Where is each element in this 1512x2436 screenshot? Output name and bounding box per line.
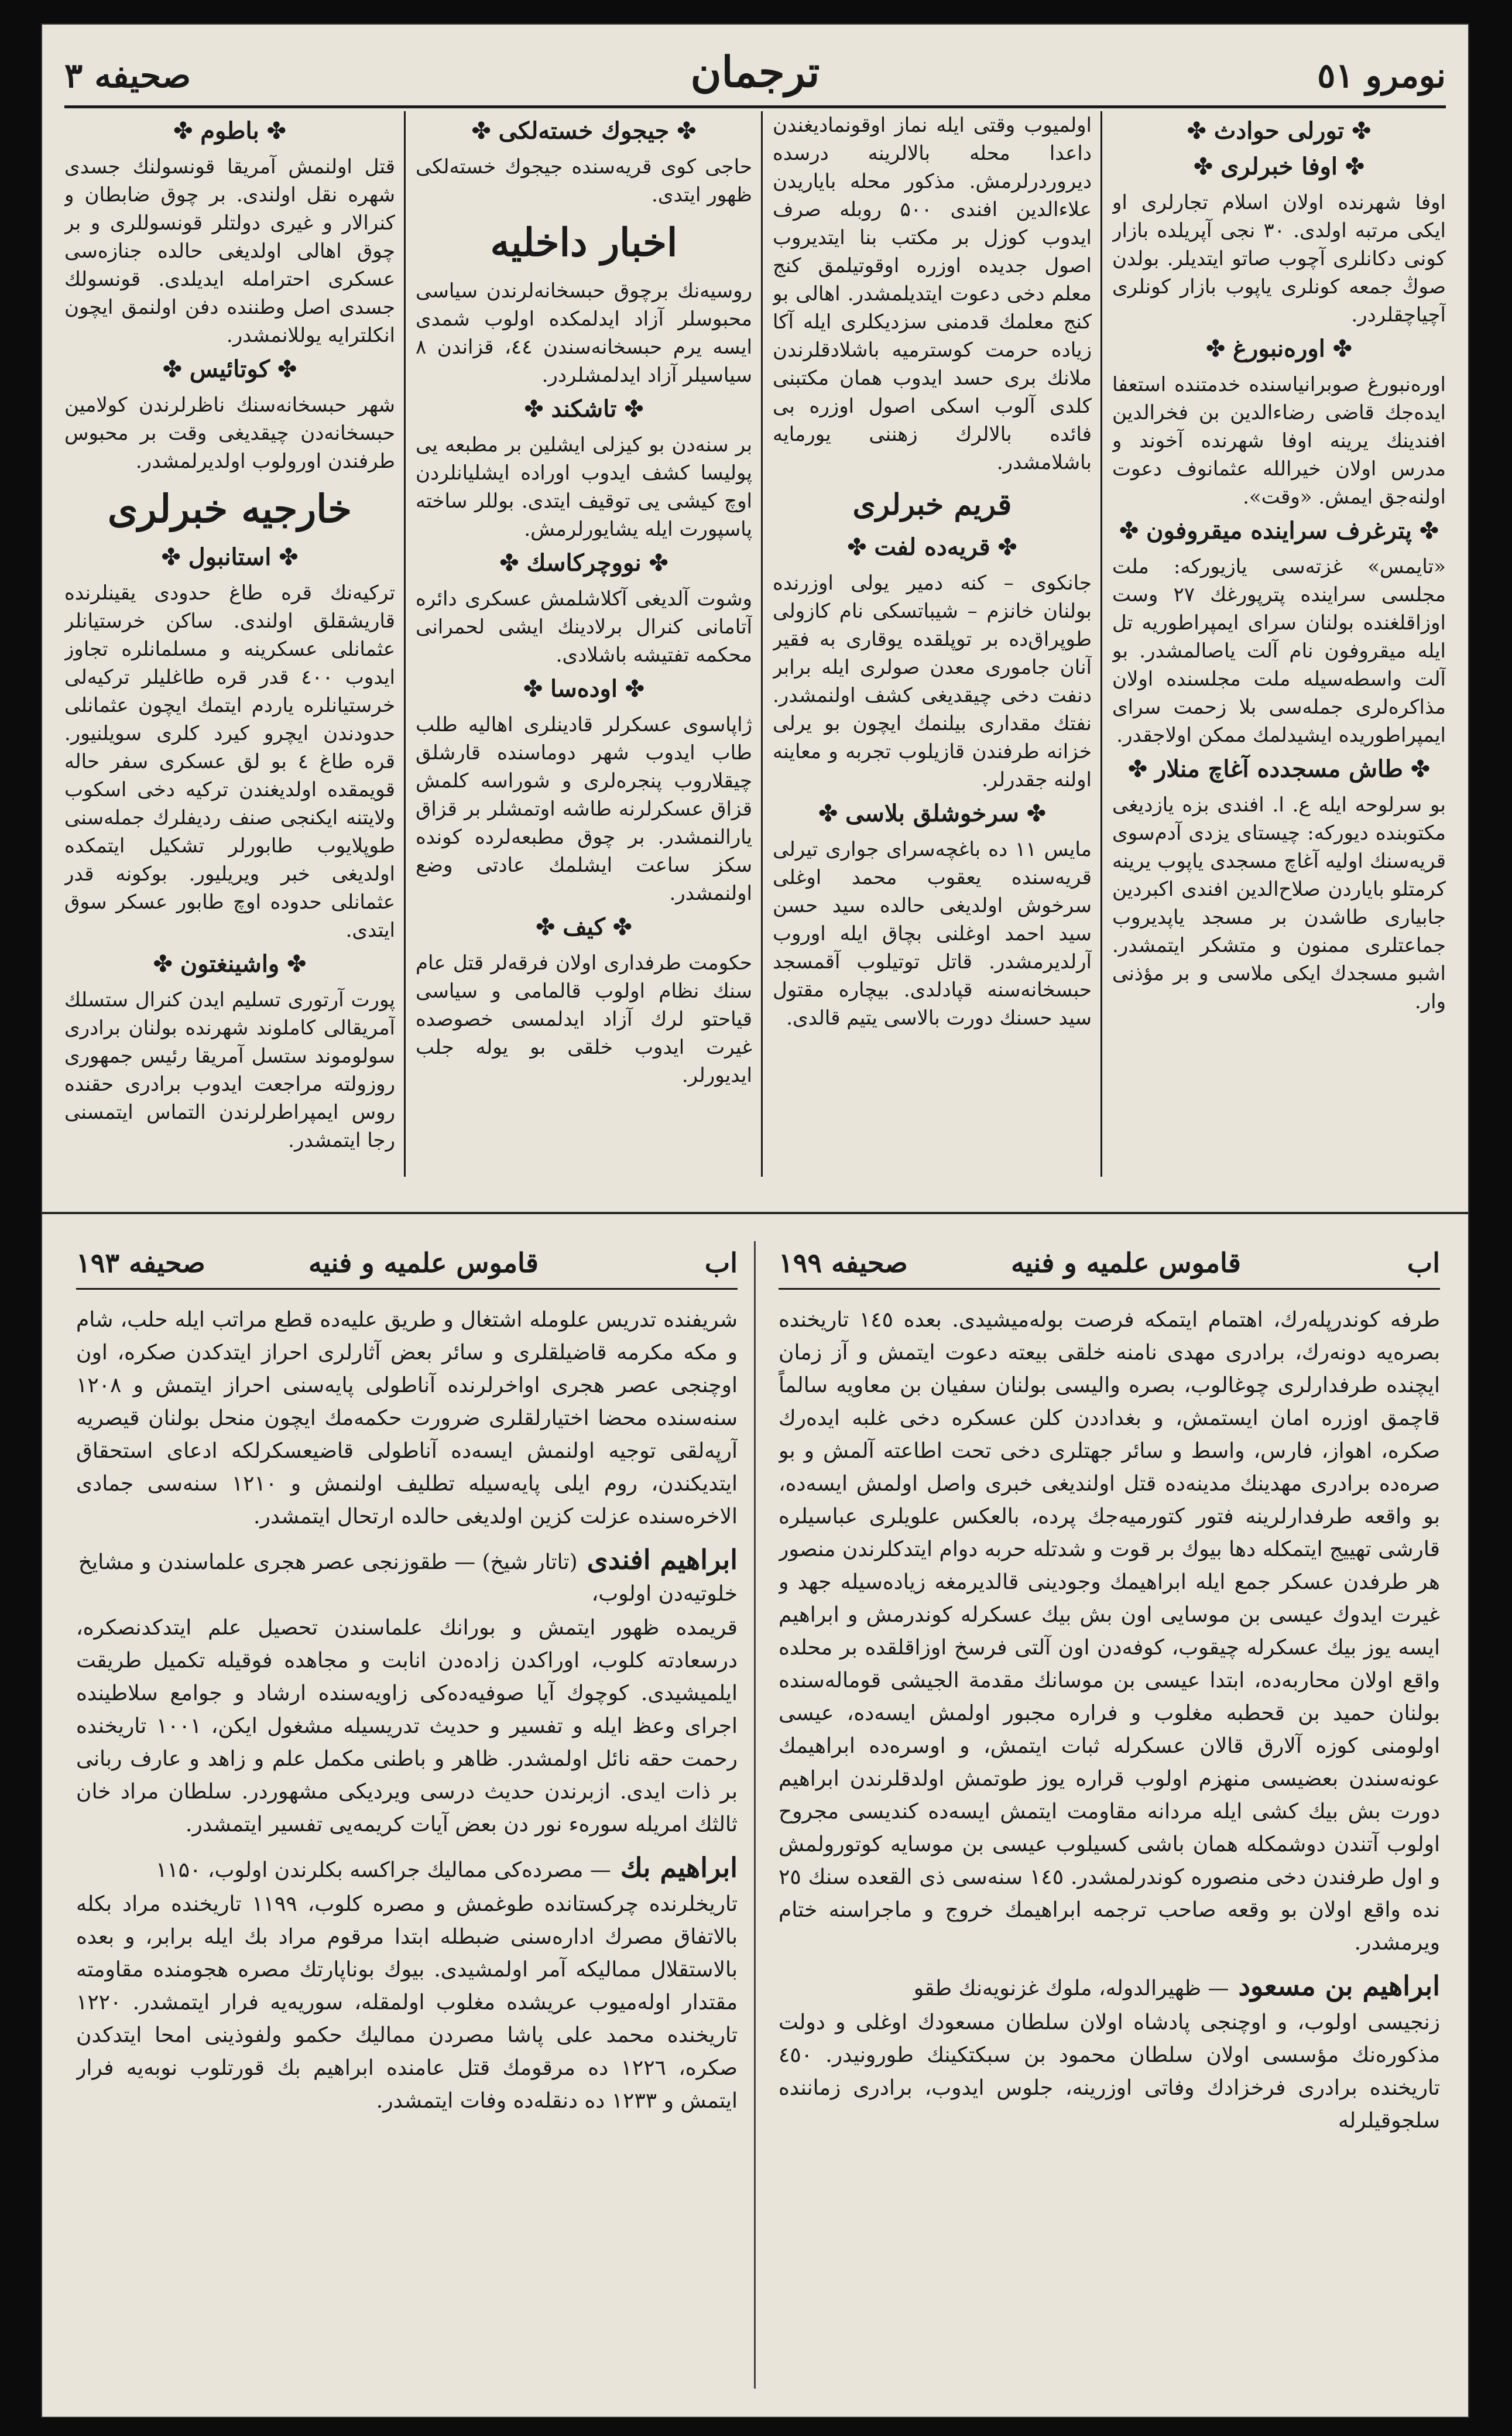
dictionary-page-number: صحیفه ۱۹۹ bbox=[779, 1247, 908, 1279]
section-title: ✤ واشینغتون ✤ bbox=[64, 950, 395, 978]
section-title: ✤ پترغرف سراینده میقروفون ✤ bbox=[1112, 517, 1446, 544]
section-letter: اب bbox=[1407, 1247, 1440, 1279]
entry-text: شریفنده تدریس علوملە اشتغال و طریق علیەدە قطع مراتب ایله حلب، شام و مکە مکرمە قاضیلقلری و سائر بعض آثارلری احراز ایتدکدن صکره، اون اوچنجی عصر هجری اواخرلرندە آناطولی پایەسنی احراز ایتمش و ۱۲۰۸ سنەسندە محضا اختیارلقلری ضرورت حکمەمك ایچون منحل بولنان قیصریە آرپەلقی توجیە اولنمش ایسەدە آناطولی قاضیعسکرلکە ادعای استحقاق ایتدیکندن، روم ایلی پایەسیلە تطلیف اولنمش و ۱۲۱۰ سنەسی جمادی الاخرەسندە عزلت کزین اولدیغی حالدە ارتحال ایتمشدر. bbox=[76, 1308, 738, 1529]
article-text: حاجی کوی قریه‌سنده جیجوك خسته‌لکی ظهور ایتدی. bbox=[416, 155, 752, 207]
dictionary-page-number: صحیفه ۱۹۳ bbox=[76, 1247, 205, 1279]
newspaper-page bbox=[41, 23, 1469, 2418]
article-text: روسیه‌نك برچوق حبسخانه‌لرندن سیاسی محبوسلر آزاد ایدلمکده اولوب شمدی ایسه یرم حبسخانه‌سندن ٤٤، قزاندن ۸ سیاسیلر آزاد ایدلمشلردر. bbox=[416, 279, 752, 387]
article-text: ژاپاسوی عسکرلر قادینلری اهالیه طلب طاب ایدوب شهر دوماسنده قارشلق چیقلاروب پنجره‌لری و شوراسه کلمش قزاق عسکرلرنه طاشه اوتمشلر بر قزاق یارالنمشدر. بر چوق مطبعه‌لرده کونده سکز ساعت ایشلمك عادتی وضع اولنمشدر. bbox=[416, 713, 752, 905]
local-news-header: ✤ تورلی حوادث ✤ bbox=[1112, 117, 1446, 145]
column-divider bbox=[1100, 111, 1102, 1177]
header-rule bbox=[76, 1288, 738, 1290]
domestic-news-header: اخبار داخلیه bbox=[490, 220, 678, 265]
page-number-label: صحیفه ۳ bbox=[64, 56, 191, 95]
section-title: ✤ اوفا خبرلری ✤ bbox=[1112, 153, 1446, 180]
entry-text: تاریخلرندە چرکستانده طوغمش و مصرە کلوب، ۱۱۹۹ تاریخندە مراد بکلە بالاتفاق مصرك ادارەسنی ضبطلە ابتدا مرقوم مراد بك ایلە برابر، و بعده بالاستقلال ممالیکە آمر اولمشیدی. بیوك بوناپارتك مصرە هجومندە مقاومتە مقتدار اولەمیوب عریشدە مغلوب اولمقلە، سوریەیە فرار ایتمشدر. ۱۲۲۰ تاریخندە محمد علی پاشا مصردن ممالیك حکمو ولفوذینی امحا ایتدکدن صکرە، ۱۲۲٦ دە مرقومك قتل عامندە ابراهیم بك قورتلوب نوبەیە فرار ایتمش و ۱۲۳۳ دە دنقلەدە وفات ایتمشدر. bbox=[76, 1892, 738, 2113]
section-title: ✤ باطوم ✤ bbox=[64, 117, 395, 145]
dictionary-header bbox=[76, 1241, 738, 1288]
entry-headword: ابراهیم بك — مصردەکی ممالیك جراکسە بکلرندن اولوب، ۱۱۵۰ bbox=[156, 1852, 738, 1883]
article-text: اوفا شهرنده اولان اسلام تجارلری او ایکی مرتبه اولدی. ۳۰ نجی آپریلده بازار کونی دکانلری آچوب صاتو ایتدیلر. بولدن صوڭ جمعه کونلری یاپوب بازار کونلری آچیاچقلردر. bbox=[1112, 191, 1446, 327]
newspaper-title: ترجمان bbox=[690, 47, 820, 97]
column-local-news bbox=[1112, 111, 1446, 1177]
article-text: ترکیه‌نك قره طاغ حدودی یقینلرنده قاریشقلق اولندی. ساکن خرستیانلر عثمانلی عسکرینه و مسلمانلره تجاوز ایدوب ٤۰۰ قدر قره طاغلیلر ترکیه‌لی خرستیانلره یاردم ایتمك ایچون عثمانلی حدودندن ایچرو کیرد کلری سویلنیور. قره طاغ ٤ بو لق عسکری سفر حاله قویمقده اولدیغندن ترکیه دخی اسکوب ولایتنه ایکنجی صنف ردیفلرك جمله‌سنی طوپلایوب طابورلر تشکیل ایتمکده اولدیغی خبر ویریلیور. بوکونه قدر عثمانلی حدوده اوچ طابور عسکر سوق ایتدی. bbox=[64, 581, 395, 942]
section-title: ✤ سرخوشلق بلاسی ✤ bbox=[773, 800, 1092, 827]
section-title: ✤ استانبول ✤ bbox=[64, 543, 395, 571]
dictionary-title: قاموس علمیه و فنیه bbox=[1010, 1247, 1241, 1279]
article-text: جانکوی – کنه دمیر یولی اوزرنده بولنان خانزم – شیباتسکی نام کازولی طوپراق‌ده بر توپلقده یوقاری به فقیر آنان جاموری معدن صولری ایله برابر دنفت دخی چیقدیغی کشف اولنمشدر. نفتك مقداری بیلنمك ایچون بو یرلی خزانه طرفندن قازیلوب تجربه و معاینه اولنه جقدرلر. bbox=[773, 571, 1092, 792]
column-domestic-news bbox=[416, 111, 752, 1177]
section-title: ✤ نووچرکاسك ✤ bbox=[416, 549, 752, 577]
article-text: پورت آرتوری تسلیم ایدن کنرال ستسلك آمریقالی کاملوند شهرنده بولنان برادری سولوموند ستسل آمریقا رئیس جمهوری روزولته مراجعت ایدوب برادری حقنده روس ایمپراطرلرندن التماس ایتمسنی رجا ایتمشدر. bbox=[64, 988, 395, 1152]
entry-text: زنجیسی اولوب، و اوچنجی پادشاه اولان سلطان مسعودك اوغلی و دولت مذکورەنك مؤسسی اولان سلطان محمود بن سبکتکینك طورونیدر. ٤٥۰ تاریخندە برادری فرخزادك وفاتی اوزرینە، جلوس ایدوب، برادری زمانندە سلجوقیلرلە bbox=[779, 2010, 1440, 2133]
entry-headword: ابراهیم افندی (تاتار شیخ) — طقوزنجی عصر هجری علماسندن و مشایخ خلوتیەدن اولوب، bbox=[78, 1544, 738, 1606]
dictionary-page-right bbox=[779, 1241, 1440, 2394]
section-title: ✤ تاشکند ✤ bbox=[416, 395, 752, 423]
column-crimea-news bbox=[773, 111, 1092, 1177]
column-divider bbox=[761, 111, 763, 1177]
section-title: ✤ جیجوك خستەلکی ✤ bbox=[416, 117, 752, 145]
dictionary-title: قاموس علمیه و فنیه bbox=[308, 1247, 539, 1279]
page-split-rule bbox=[41, 1212, 1469, 1214]
foreign-news-header: خارجیه خبرلری bbox=[107, 486, 352, 532]
article-text: «تایمس» غزته‌سی یازیورکه: ملت مجلسی سراینده پترپورغك ۲۷ وست اوزاقلغنده بولنان سرای ایمپراطوریه تل ایله میقروفون نام آلت یاصالمشدر. بو آلت واسطه‌سیله ملت مجلسنده اولان مذاکره‌لری جمله‌سی بلا زحمت سرای ایمپراطوریده ایشیدلمك ممکن اولاجقدر. bbox=[1112, 555, 1446, 747]
section-title: ✤ کیف ✤ bbox=[416, 913, 752, 941]
article-text: شهر حبسخانه‌سنك ناظرلرندن کولامین حبسخانه‌دن چیقدیغی وقت بر محبوس طرفندن اورولوب اولدیرلمشدر. bbox=[64, 393, 395, 473]
dictionary-page-left bbox=[76, 1241, 738, 2394]
dictionary-header bbox=[779, 1241, 1440, 1288]
header-rule bbox=[779, 1288, 1440, 1290]
article-text: اوره‌نبورغ صوبرانیاسنده خدمتنده استعفا ایده‌جك قاضی رضاءالدین بن فخرالدین افندینك یرینه اوفا شهرنده آخوند و مدرس اولان خیرالله عثمانوف دعوت اولنه‌جق ایمش. «وقت». bbox=[1112, 373, 1446, 509]
section-title: ✤ اوره‌نبورغ ✤ bbox=[1112, 335, 1446, 362]
article-text: بر سنه‌دن بو کیزلی ایشلین بر مطبعه یی پولیسا کشف ایدوب اوراده ایشلیانلردن اوچ کیشی یی توقیف ایتدی. بوللر ساخته پاسپورت ایله یشایورلرمش. bbox=[416, 433, 752, 541]
section-title: ✤ کوتائیس ✤ bbox=[64, 355, 395, 383]
article-text: حکومت طرفداری اولان فرقه‌لر قتل عام سنك نظام اولوب قالمامی و سیاسی قیاحتو لرك آزاد ایدلمسی خصوصده غیرت ایدوب خلقی بو یوله جلب ایدیورلر. bbox=[416, 951, 752, 1087]
crimea-news-header: قریم خبرلری bbox=[852, 487, 1012, 522]
article-text: مایس ۱۱ ده باغچه‌سرای جواری تیرلی قریه‌سنده یعقوب محمد اوغلی سرخوش اولدیغی حالده سید حسن سید احمد اوغلنی بچاق ایله اوروب آرلدیرمشدر. قاتل توتیلوب آقمسجد حبسخانه‌سنه قپادلدی. بیچاره مقتول سید حسنك دورت بالاسی یتیم قالدی. bbox=[773, 838, 1092, 1030]
article-text: قتل اولنمش آمریقا قونسولنك جسدی شهره نقل اولندی. بر چوق ضابطان و کنرالار و غیری دولتلر قونسوللری و بر چوق اهالی اولدیغی حالده جنازه‌سی عسکری احترامله ایدیلدی. قونسولك جسدی اصل وطننده دفن اولنمق ایچون انکلترایه یوللانمشدر. bbox=[64, 155, 395, 347]
entry-headword: ابراهیم بن مسعود — ظهیرالدولە، ملوك غزنویەنك طقو bbox=[913, 1970, 1440, 2002]
entry-text: طرفە کوندرپلەرك، اهتمام ایتمکە فرصت بولەمیشیدی. بعدە ۱٤٥ تاریخندە بصرەیە دونەرك، برادری مهدی نامنە خلقی بیعتە دعوت ایتمش و آز زمان ایچندە طرفدارلری چوغالوب، بصرە والیسی بولنان سفیان بن معاویە سالماً قاچمق اوزرە امان ایستمش، و بغداددن کلن عسکرە دخی غلبە ایدەرك صکرە، اهواز، فارس، واسط و سائر جهتلری دخی تحت اطاعتە آلمش و بو صرەدە برادری مهدینك مدینەدە قتل اولندیغی خبری واصل اولمش ایسەدە، بو واقعە طرفدارلرینە فتور کتورمیەجك پردە، بالعکس علویلری عباسیلرە قارشی تهییج ایتمکلە دها بیوك بر قوت و شدتلە حربە دوام ایتدکلرندن منصور هر طرفدن عسکر جمع ایلە ابراهیمك وجودینی قالدیرمغە زیادەسیلە جهد و غیرت ایدوك عیسی بن موسایی اون بش بیك عسکرلە کوندرمش و ابراهیم ایسە یوز بیك عسکرلە چیقوب، کوفەدن اون آلتی فرسخ اوزاقلقدە بر محلدە واقع اولان محاربەدە، ابتدا عیسی بن موسانك مقدمة الجیشی قومالەسندە بولنان حمید بن قحطبە مغلوب و فرارە مجبور اولمش ایسەدە، عیسی اولومنی کوزە آلارق قالان عسکرلە ثبات ایتمش، و اوسرەدە ابراهیمك عونەسندن بعضیسی منهزم اولوب قرارە یوز طوتمش اولدقلرندن ابراهیم دورت بش بیك کشی ایلە مردانە مقاومت ایتمش ایسەدە کندیسی مجروح اولوب آتندن دوشمکلە همان باشی کسیلوب عیسی بن موسایە کوتورولمش و اول طرفندن دخی منصورە کوندرلمشدر. ۱٤٥ سنەسی ذی القعدە سنك ۲٥ ندە واقع اولان بو وقعە صاحب ترجمە ابراهیمك خروج و ماجراسنە ختام ویرمشدر. bbox=[779, 1308, 1440, 1955]
column-divider bbox=[404, 111, 406, 1177]
header-rule bbox=[64, 105, 1446, 108]
section-title: ✤ اوده‌سا ✤ bbox=[416, 675, 752, 703]
book-page-divider bbox=[754, 1241, 756, 2389]
newspaper-header bbox=[64, 47, 1446, 111]
entry-text: قریمدە ظهور ایتمش و بورانك علماسندن تحصیل علم ایتدکدنصکرە، درسعادتە کلوب، اوراکدن زادەدن انابت و مجاهدە فوقیلە تکمیل طریقت ایلمیشیدی. کوچوك آیا صوفیەدەکی زاویەسندە ارشاد و جوامع سلاطینده اجرای وعظ ایلە و تفسیر و حدیث تدریسیلە مشغول ایکن، ۱۰۰۱ تاریخندە رحمت حقە نائل اولمشدر. ظاهر و باطنی مکمل علم و زاهد و عارف ربانی بر ذات ایدی. ازبرندن حدیث درسی ویردیکی مشهوردر. سلطان مراد خان ثالثك امریلە سورەء نور دن بعض آیات کریمەیی تفسیر ایتمشدر. bbox=[76, 1616, 738, 1837]
section-title: ✤ طاش مسجدده آغاچ منلار ✤ bbox=[1112, 755, 1446, 783]
issue-number-label: نومرو ٥١ bbox=[1317, 56, 1446, 95]
article-text: بو سرلوحه ایله ع. ا. افندی بزه یازدیغی مکتوبنده دیورکه: چیستای یزدی آدم‌سوی قریه‌سنك اولیه آغاچ مسجدی یاپوب یرینه کرمتلو بایاردن صلاح‌الدین افندی اکبردین جابیاری طاشدن بر مسجد یاپدیروب جماعتلری ممنون و متشکر ایتمشدر. اشبو مسجدك ایکی ملاسی و بر مؤذنی وار. bbox=[1112, 793, 1446, 1013]
column-foreign-news bbox=[64, 111, 395, 1177]
section-title: ✤ قریه‌ده لفت ✤ bbox=[773, 533, 1092, 561]
section-letter: اب bbox=[704, 1247, 738, 1279]
article-text: اولمیوب وقتی ایله نماز اوقونمادیغندن داعدا محله بالالرینه درسده دیروردرلرمش. مذکور محله بایاریدن علاءالدین افندی ۵۰۰ روبله صرف ایدوب کوزل بر مکتب بنا ایتدیروب اصول جدیده اوزره اوقوتیلمق کنج معلم دخی دعوت ایتدیلمشدر. اهالی بو کنج معلمك قدمنی سزدیکلری ایله آکا زیاده حرمت کوسترمیه باشلادقلرندن ملانك بری حسد ایدوب همان مکتبنی کلدی آلوب اسکی اصول اوزره بی فائده بالالرك زهننی یورمایه باشلامشدر. bbox=[773, 114, 1092, 474]
article-text: وشوت آلدیغی آکلاشلمش عسکری دائره آتامانی کنرال برلادینك ایشی لحمرانی محکمه تفتیشه باشلادی. bbox=[416, 587, 752, 667]
